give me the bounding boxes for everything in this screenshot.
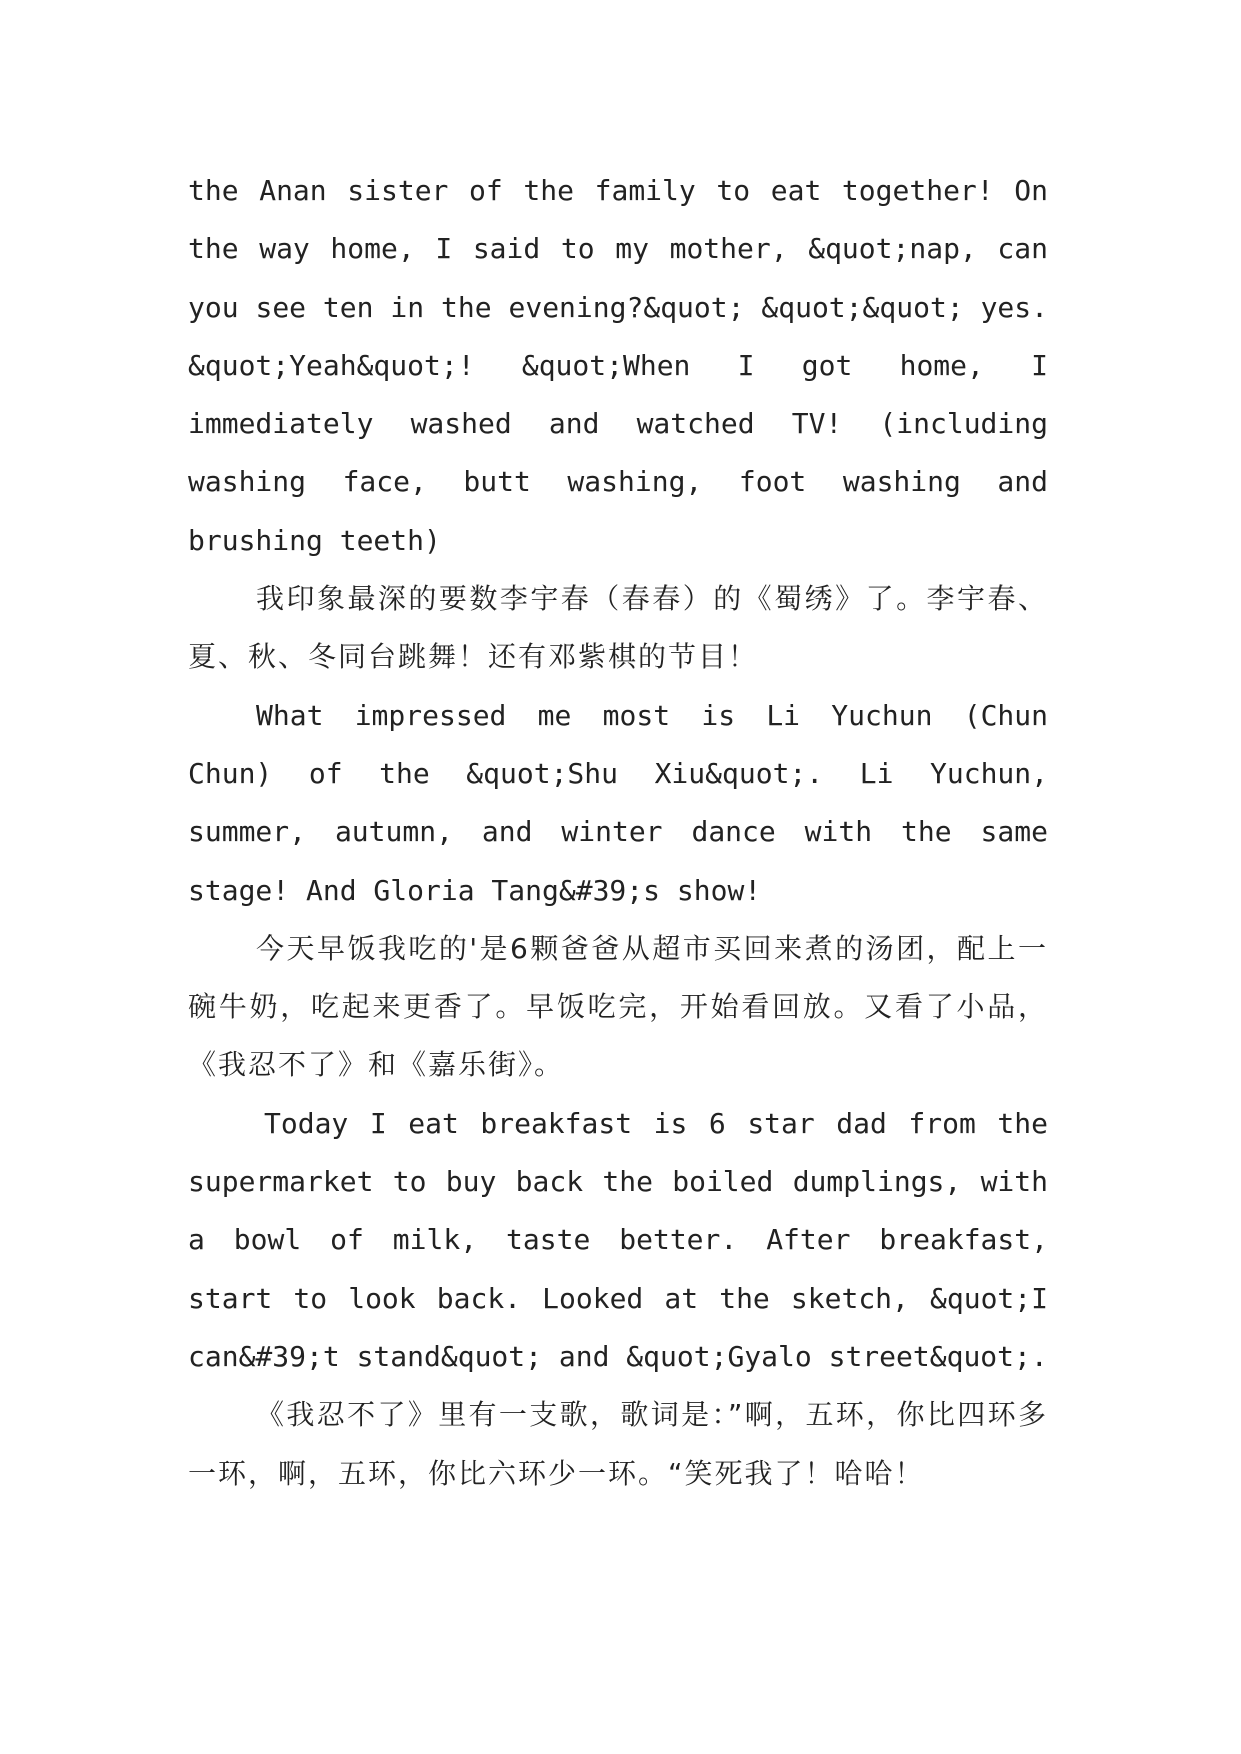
document-body xyxy=(188,162,1048,1503)
paragraph-chinese-breakfast: 今天早饭我吃的'是6颗爸爸从超市买回来煮的汤团，配上一碗牛奶，吃起来更香了。早饭吃完，开始看回放。又看了小品，《我忍不了》和《嘉乐街》。 xyxy=(188,931,1048,1082)
paragraph-english-breakfast: Today I eat breakfast is 6 star dad from the supermarket to buy back the boiled dumplings, with a bowl of milk, taste better. After breakfast, start to look back. Looked at the sketch, &quot;I can&#39;t stand&quot; and &quot;Gyalo street&quot;. xyxy=(188,1106,1048,1373)
paragraph-english-impression: What impressed me most is Li Yuchun (Chun Chun) of the &quot;Shu Xiu&quot;. Li Yuchun, summer, autumn, and winter dance with the same stage! And Gloria Tang&#39;s show! xyxy=(188,698,1048,907)
paragraph-chinese-impression: 我印象最深的要数李宇春（春春）的《蜀绣》了。李宇春、夏、秋、冬同台跳舞！还有邓紫棋的节目！ xyxy=(188,582,1048,674)
paragraph-chinese-song: 《我忍不了》里有一支歌，歌词是：”啊，五环，你比四环多一环，啊，五环，你比六环少一环。“笑死我了！哈哈！ xyxy=(188,1398,1048,1490)
paragraph-english-family-dinner: the Anan sister of the family to eat together! On the way home, I said to my mother, &quot;nap, can you see ten in the evening?&quot; &quot;&quot; yes. &quot;Yeah&quot;! &quot;When I got home, I immediately washed and watched TV! (including washing face, butt washing, foot washing and brushing teeth) xyxy=(188,174,1048,557)
